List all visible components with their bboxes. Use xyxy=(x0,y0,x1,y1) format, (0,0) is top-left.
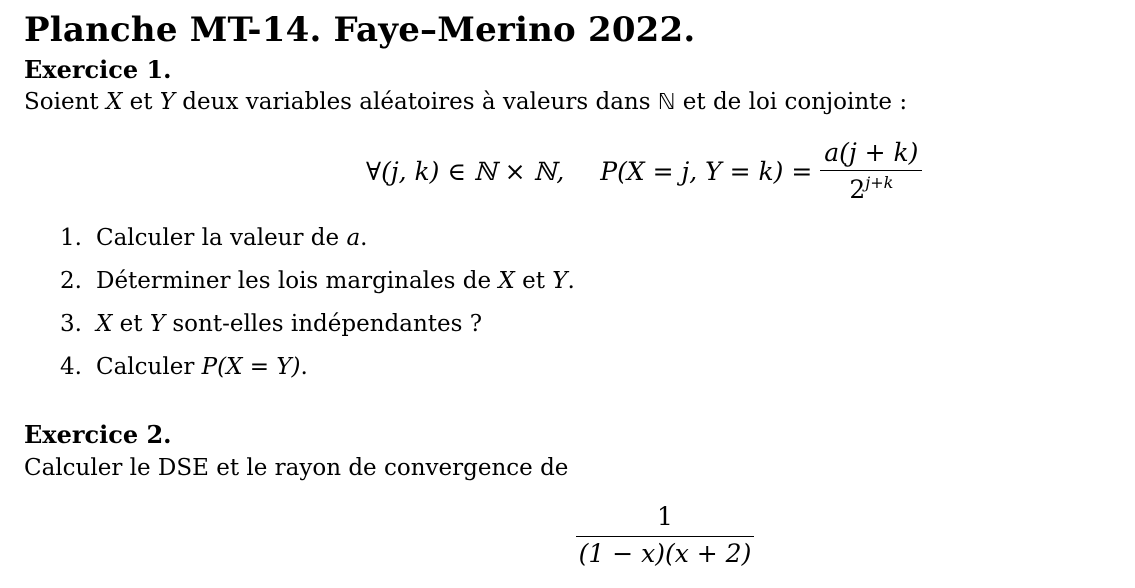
question-item xyxy=(60,351,575,394)
exercise-1-questions xyxy=(60,222,575,394)
question-end: . xyxy=(567,268,575,294)
question-middle: et xyxy=(112,311,150,337)
question-text: Déterminer les lois marginales de xyxy=(96,268,499,294)
var-x: X xyxy=(105,89,123,115)
question-end: . xyxy=(300,354,308,380)
question-number: 2. xyxy=(60,268,82,294)
question-number: 4. xyxy=(60,354,82,380)
formula-quantifier: ∀(j, k) ∈ ℕ × ℕ, xyxy=(366,157,565,187)
intro-text-2: deux variables aléatoires à valeurs dans xyxy=(174,89,658,115)
intro-text-3: et de loi conjointe : xyxy=(675,89,908,115)
question-number: 3. xyxy=(60,311,82,337)
exercise-1-intro xyxy=(24,89,907,115)
question-math: X xyxy=(96,311,113,337)
formula-fraction xyxy=(820,140,922,204)
set-n-symbol: ℕ xyxy=(657,90,676,115)
question-math: X xyxy=(498,268,515,294)
exercise-2-fraction xyxy=(576,504,754,568)
exercise-1-heading: Exercice 1. xyxy=(24,55,172,84)
page-title: Planche MT-14. Faye–Merino 2022. xyxy=(24,10,696,50)
fraction-denominator: (1 − x)(x + 2) xyxy=(578,539,752,569)
question-math-2: Y xyxy=(552,268,568,294)
var-y: Y xyxy=(159,89,175,115)
question-math-2: Y xyxy=(149,311,166,337)
question-math: P(X = Y) xyxy=(201,354,301,380)
question-math: a xyxy=(346,225,361,251)
question-number: 1. xyxy=(60,225,82,251)
exercise-2-text: Calculer le DSE et le rayon de convergence de xyxy=(24,455,569,481)
question-item xyxy=(60,265,575,308)
denominator-base: 2 xyxy=(849,175,866,205)
exercise-2-heading: Exercice 2. xyxy=(24,420,172,449)
question-text: Calculer la valeur de xyxy=(96,225,347,251)
formula-denominator xyxy=(845,171,897,203)
question-text: Calculer xyxy=(96,354,202,380)
joint-law-formula xyxy=(366,140,922,204)
question-middle: et xyxy=(514,268,553,294)
question-end: sont-elles indépendantes ? xyxy=(165,311,483,337)
fraction-numerator: 1 xyxy=(657,502,673,531)
formula-numerator: a(j + k) xyxy=(820,140,922,171)
question-item xyxy=(60,308,575,351)
question-end: . xyxy=(360,225,368,251)
formula-lhs: P(X = j, Y = k) = xyxy=(600,157,813,187)
and-word: et xyxy=(122,89,160,115)
intro-text-1: Soient xyxy=(24,89,106,115)
denominator-exponent: j+k xyxy=(865,173,894,193)
question-item xyxy=(60,222,575,265)
